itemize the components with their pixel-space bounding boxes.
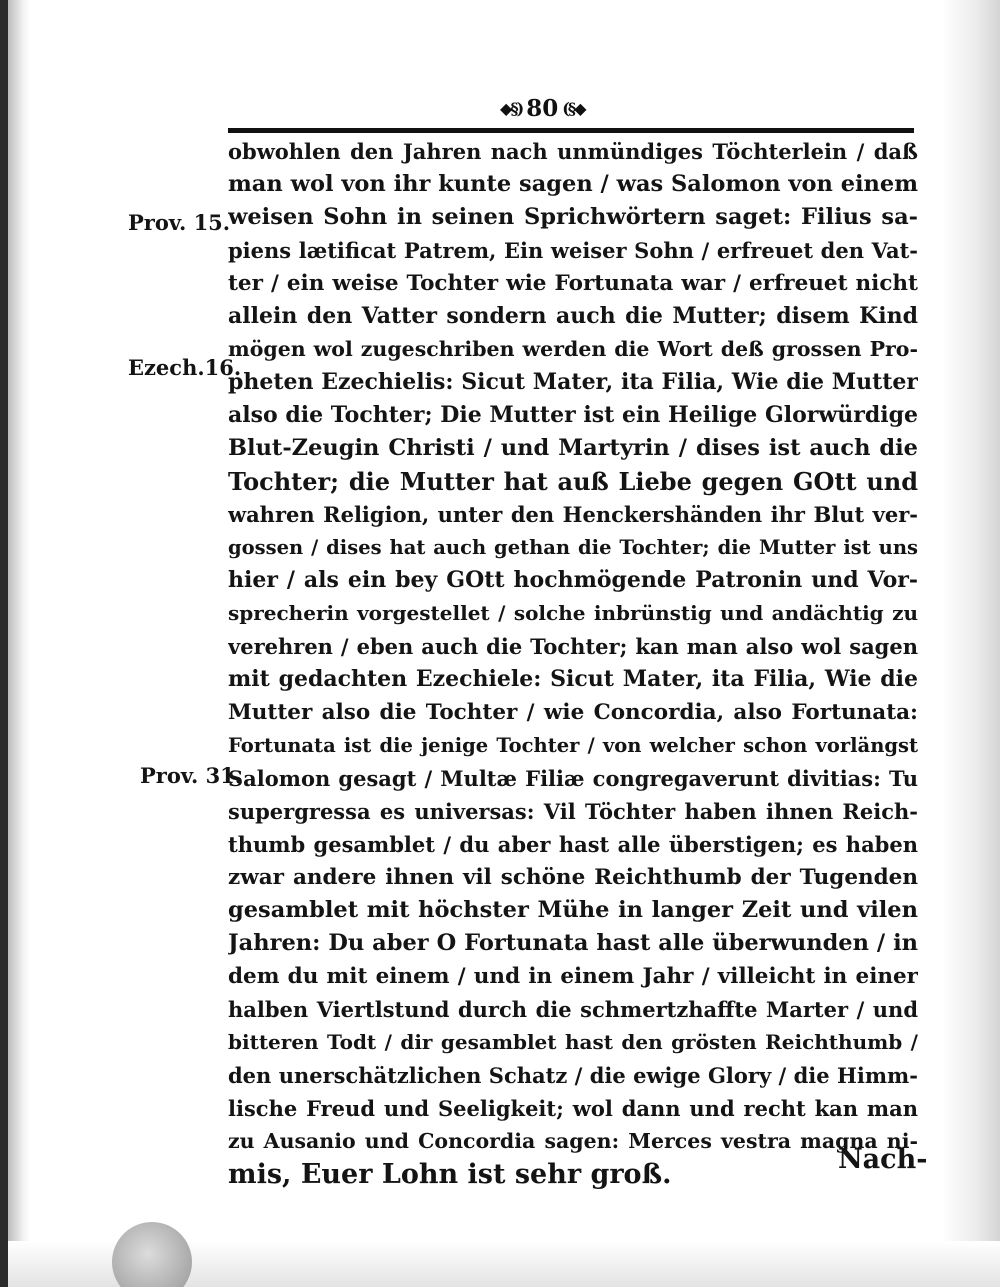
text-line: Fortunata ist die jenige Tochter / von welcher schon vorlängst [228, 734, 918, 757]
text-line: Mutter also die Tochter / wie Concordia, also Fortunata: [228, 700, 918, 725]
page-right-edge [942, 0, 1000, 1287]
header-rule [228, 128, 914, 133]
text-line: thumb gesamblet / du aber hast alle überstigen; es haben [228, 832, 918, 857]
margin-note: Prov. 15. [128, 210, 231, 235]
text-line: zwar andere ihnen vil schöne Reichthumb der Tugenden [228, 865, 918, 890]
body-text [228, 135, 918, 1191]
text-line: weisen Sohn in seinen Sprichwörtern saget: Filius sa- [228, 204, 918, 230]
text-line: lische Freud und Seeligkeit; wol dann und recht kan man [228, 1096, 918, 1121]
header-ornament-right: (§◆ [562, 98, 585, 118]
text-line: supergressa es universas: Vil Töchter haben ihnen Reich- [228, 799, 918, 824]
page-number: 80 [526, 94, 559, 122]
text-line: man wol von ihr kunte sagen / was Salomon von einem [228, 171, 918, 197]
text-line: halben Viertlstund durch die schmertzhaffte Marter / und [228, 997, 918, 1022]
text-line: wahren Religion, unter den Henckershänden ihr Blut ver- [228, 502, 918, 527]
text-line: Salomon gesagt / Multæ Filiæ congregaverunt divitias: Tu [228, 766, 918, 791]
text-line: ter / ein weise Tochter wie Fortunata war / erfreuet nicht [228, 271, 918, 296]
text-line: Tochter; die Mutter hat auß Liebe gegen GOtt und [228, 467, 918, 496]
text-line: piens lætificat Patrem, Ein weiser Sohn / erfreuet den Vat- [228, 238, 918, 263]
text-line: bitteren Todt / dir gesamblet hast den grösten Reichthumb / [228, 1030, 918, 1054]
text-line: zu Ausanio und Concordia sagen: Merces vestra magna ni- [228, 1129, 918, 1153]
text-line: obwohlen den Jahren nach unmündiges Töchterlein / daß [228, 139, 918, 164]
spine-shadow [8, 0, 30, 1287]
text-line: pheten Ezechielis: Sicut Mater, ita Filia, Wie die Mutter [228, 369, 918, 395]
text-line: den unerschätzlichen Schatz / die ewige Glory / die Himm- [228, 1063, 918, 1088]
text-line: Jahren: Du aber O Fortunata hast alle überwunden / in [228, 930, 918, 956]
text-line: gossen / dises hat auch gethan die Tochter; die Mutter ist uns [228, 536, 918, 559]
header-ornament-left: ◆§) [500, 98, 523, 118]
margin-note: Prov. 31. [140, 763, 243, 788]
text-line: also die Tochter; Die Mutter ist ein Heilige Glorwürdige [228, 402, 918, 428]
text-line: allein den Vatter sondern auch die Mutter; disem Kind [228, 303, 918, 329]
page-header [500, 88, 585, 128]
text-line: mis, Euer Lohn ist sehr groß. [228, 1159, 672, 1190]
catchword: Nach- [838, 1144, 928, 1175]
text-line: hier / als ein bey GOtt hochmögende Patronin und Vor- [228, 567, 918, 593]
text-line: sprecherin vorgestellet / solche inbrünstig und andächtig zu [228, 601, 918, 625]
text-line: dem du mit einem / und in einem Jahr / villeicht in einer [228, 964, 918, 989]
text-line: Blut-Zeugin Christi / und Martyrin / dises ist auch die [228, 435, 918, 461]
text-line: verehren / eben auch die Tochter; kan man also wol sagen [228, 634, 918, 659]
text-line: mit gedachten Ezechiele: Sicut Mater, ita Filia, Wie die [228, 666, 918, 692]
text-line: gesamblet mit höchster Mühe in langer Zeit und vilen [228, 897, 918, 923]
text-line: mögen wol zugeschriben werden die Wort deß grossen Pro- [228, 337, 918, 361]
margin-note: Ezech.16. [128, 355, 242, 380]
